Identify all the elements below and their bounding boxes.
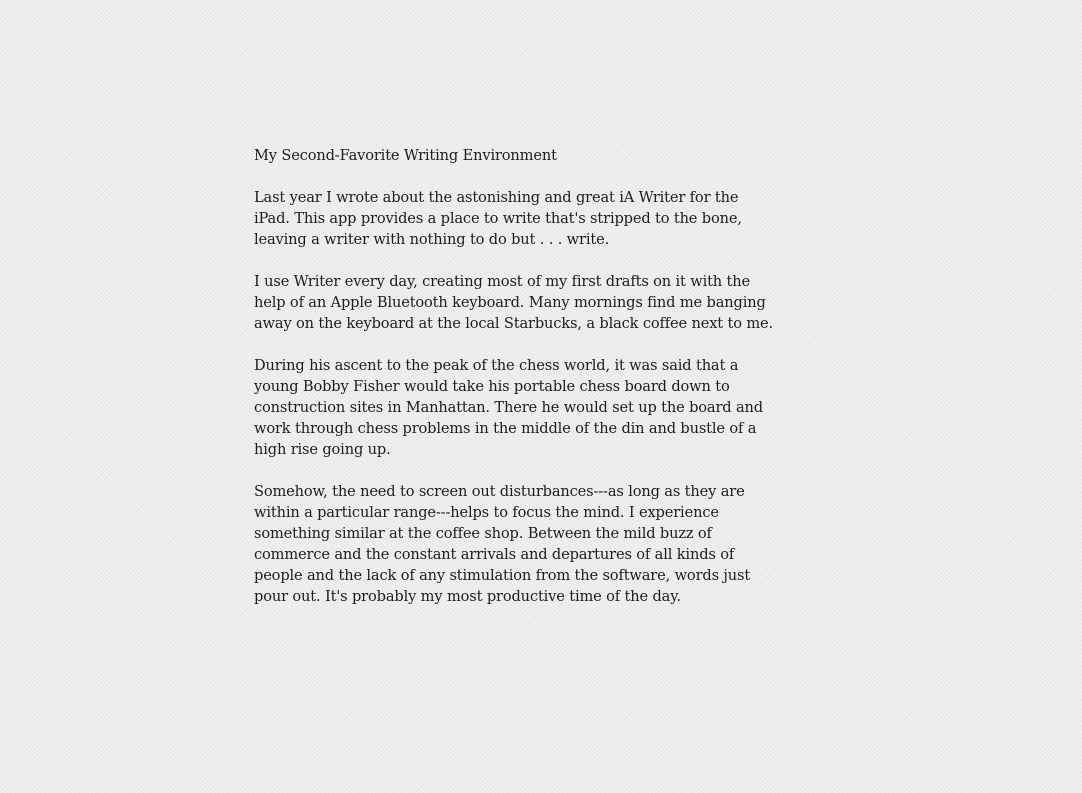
paragraph-2[interactable]: I use Writer every day, creating most of my first drafts on it with the help of an Apple Bluetooth keyboard. Many mornings find me banging away on the keyboard at the local Starbucks, a black coffee next to me. bbox=[254, 273, 773, 332]
document-title[interactable]: My Second-Favorite Writing Environment bbox=[254, 147, 557, 164]
paragraph-4[interactable]: Somehow, the need to screen out disturbances---as long as they are within a particular range---helps to focus the mind. I experience something similar at the coffee shop. Between the mild buzz of commerce and the constant arrivals and departures of all kinds of people and the lack of any stimulation from the software, words just pour out. It's probably my most productive time of the day. bbox=[254, 483, 751, 605]
paragraph-1[interactable]: Last year I wrote about the astonishing and great iA Writer for the iPad. This app provides a place to write that's stripped to the bone, leaving a writer with nothing to do but . . . write. bbox=[254, 189, 742, 248]
paragraph-3[interactable]: During his ascent to the peak of the chess world, it was said that a young Bobby Fisher would take his portable chess board down to construction sites in Manhattan. There he would set up the board and work through chess problems in the middle of the din and bustle of a high rise going up. bbox=[254, 357, 763, 458]
text-editor-area[interactable] bbox=[254, 145, 774, 607]
